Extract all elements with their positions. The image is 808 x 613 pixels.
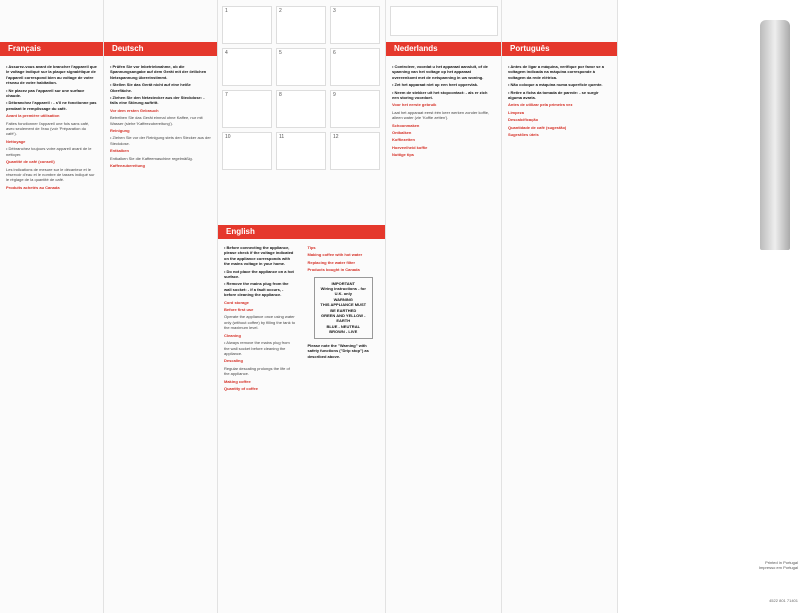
section-heading: Descaling: [224, 358, 243, 364]
section-heading: Hoeveelheid koffie: [392, 144, 428, 150]
earthed-label: THIS APPLIANCE MUST BE EARTHED: [320, 302, 367, 313]
section-heading: Quantity of coffee: [224, 385, 259, 391]
section-heading: Vor dem ersten Gebrauch: [110, 107, 159, 113]
section-heading: Sugestões úteis: [508, 132, 539, 138]
figure-2: 2: [276, 6, 326, 44]
section-text: Operate the appliance once using water only (without coffee) by filling the tank to the maximum level.: [224, 314, 296, 331]
unplug-text: • Neem de stekker uit het stopcontact: - als er zich een storing voordoet.: [392, 89, 488, 101]
panel-title: Français: [0, 42, 103, 56]
warning-label: WARNING: [333, 296, 353, 302]
panel-body: [502, 58, 617, 137]
panel-body: [386, 58, 501, 158]
section-text: Les indications de mesure sur le décanteur et le réservoir d'eau et le nombre de tasses indiqué sur le réglage de la quantité de café.: [6, 166, 95, 183]
intro-text: • Antes de ligar a máquina, verifique por favor se a voltagem indicada na máquina corresponde à voltagem da rede elétrica.: [508, 64, 604, 80]
section-heading: Quantidade de café (sugestão): [508, 124, 567, 130]
section-heading: Descalcificação: [508, 117, 539, 123]
figure-6: 6: [330, 48, 380, 86]
section-text: • Always remove the mains plug from the wall socket before cleaning the appliance.: [224, 340, 290, 356]
section-text: Betreiben Sie das Gerät einmal ohne Kaffee, nur mit Wasser (siehe 'Kaffeezubereitung').: [110, 115, 203, 126]
section-heading: Nettoyage: [6, 138, 26, 144]
figure-11: 11: [276, 132, 326, 170]
unplug-text: • Remove the mains plug from the wall socket: - if a fault occurs, - before cleaning the appliance.: [224, 281, 289, 298]
important-label: IMPORTANT: [331, 280, 355, 286]
warning-text: • Stellen Sie das Gerät nicht auf eine heiße Oberfläche.: [110, 82, 191, 93]
panel-francais: [0, 0, 104, 613]
panel-title: Nederlands: [386, 42, 501, 56]
panel-cover: [618, 0, 808, 613]
section-heading: Antes de utilizar pela primeira vez: [508, 102, 573, 108]
section-heading: Voor het eerste gebruik: [392, 102, 437, 108]
section-heading: Koffiezetten: [392, 137, 415, 143]
panel-title: Português: [502, 42, 617, 56]
figure-1: 1: [222, 6, 272, 44]
english-col-right: [302, 239, 386, 393]
panel-english: [218, 0, 386, 613]
section-heading: Products bought in Canada: [307, 267, 360, 273]
warning-note: Please note the "Warning" with safety functions ("Drip stop") as described above.: [307, 342, 369, 359]
figure-3: 3: [330, 6, 380, 44]
intro-text: • Before connecting the appliance, please check if the voltage indicated on the appliance corresponds with the mains voltage in your home.: [224, 245, 294, 267]
section-heading: Entkalken: [110, 148, 129, 154]
section-heading: Making coffee with hot water: [307, 252, 363, 258]
section-heading: Avant la première utilisation: [6, 113, 60, 119]
panel-body: [0, 58, 103, 190]
unplug-text: • Ziehen Sie den Netzstecker aus der Steckdose: - falls eine Störung auftritt.: [110, 95, 205, 106]
section-text: Faites fonctionner l'appareil une fois sans café, avec seulement de l'eau (voir 'Préparation du café').: [6, 120, 90, 137]
section-heading: Cord storage: [224, 299, 249, 305]
unplug-text: • Retire a ficha da tomada de parede: - se surgir alguma avaria.: [508, 89, 599, 101]
figure-4: 4: [222, 48, 272, 86]
figure-12: 12: [330, 132, 380, 170]
wire-neutral: BLUE - NEUTRAL: [326, 323, 361, 329]
panel-nederlands: [386, 0, 502, 613]
intro-text: • Assurez-vous avant de brancher l'appareil que le voltage indiqué sur la plaque signalétique de l'appareil correspond bien au voltage de votre réseau de votre habitation.: [6, 64, 97, 86]
section-heading: Ontkalken: [392, 130, 412, 136]
section-text: Entkalken Sie die Kaffeemaschine regelmäßig.: [110, 155, 193, 161]
wiring-box: [314, 277, 374, 339]
section-heading: Limpeza: [508, 109, 525, 115]
panel-title: English: [218, 225, 385, 239]
section-heading: Replacing the water filter: [307, 259, 356, 265]
figure-8: 8: [276, 90, 326, 128]
figure-9: 9: [330, 90, 380, 128]
figure-10: 10: [222, 132, 272, 170]
figure-7: 7: [222, 90, 272, 128]
product-image: [760, 20, 790, 250]
printed-label: Printed in Portugal: [765, 560, 798, 565]
section-text: Regular descaling prolongs the life of the appliance.: [224, 365, 290, 377]
section-text: Laat het apparaat eerst één keer werken zonder koffie, alleen water (zie 'Koffie zetten').: [392, 109, 490, 121]
figure-strip: [390, 6, 498, 36]
panel-body: [104, 58, 217, 169]
section-heading: Nuttige tips: [392, 152, 414, 158]
section-heading: Before first use: [224, 307, 254, 313]
intro-text: • Prüfen Sie vor Inbetriebnahme, ob die Spannungsangabe auf dem Gerät mit der örtlichen Netzspannung übereinstimmt.: [110, 64, 207, 80]
wire-live: BROWN - LIVE: [329, 329, 358, 335]
section-heading: Tips: [307, 245, 316, 250]
section-heading: Reinigung: [110, 128, 130, 134]
wiring-label: Wiring instructions - for U.K. only: [320, 286, 366, 297]
figure-column: [390, 6, 498, 36]
warning-text: • Do not place the appliance on a hot surface.: [224, 268, 294, 280]
section-heading: Quantité de café (conseil): [6, 159, 55, 165]
panel-deutsch: [104, 0, 218, 613]
warning-text: • Zet het apparaat niet op een heet oppervlak.: [392, 82, 479, 88]
panel-title: Deutsch: [104, 42, 217, 56]
warning-text: • Não coloque a máquina numa superfície quente.: [508, 82, 603, 88]
product-code: 4522 801 71401: [769, 598, 798, 603]
intro-text: • Controleer, voordat u het apparaat aansluit, of de spanning van het voltage op het apparaat overeenkomt met de netspanning in uw woning.: [392, 64, 488, 80]
section-heading: Making coffee: [224, 378, 251, 384]
warning-text: • Ne placez pas l'appareil sur une surface chaude.: [6, 87, 85, 99]
section-text: • Débranchez toujours votre appareil avant de le nettoyer.: [6, 146, 92, 157]
section-heading: Schoonmaken: [392, 122, 420, 128]
panel-portugues: [502, 0, 618, 613]
section-heading: Kaffeezubereitung: [110, 163, 145, 169]
figure-5: 5: [276, 48, 326, 86]
section-heading: Cleaning: [224, 332, 241, 338]
printed-in: [759, 560, 798, 570]
section-text: • Ziehen Sie vor der Reinigung stets den Stecker aus der Steckdose.: [110, 135, 211, 146]
impresso-label: Impresso em Portugal: [758, 565, 798, 570]
section-heading: Produits achetés au Canada: [6, 184, 60, 190]
english-col-left: [218, 239, 302, 393]
wire-earth: GREEN AND YELLOW - EARTH: [321, 313, 366, 324]
unplug-text: • Débranchez l'appareil : - s'il ne fonctionne pas pendant le remplissage du café.: [6, 100, 97, 111]
figures-grid: [222, 6, 382, 206]
